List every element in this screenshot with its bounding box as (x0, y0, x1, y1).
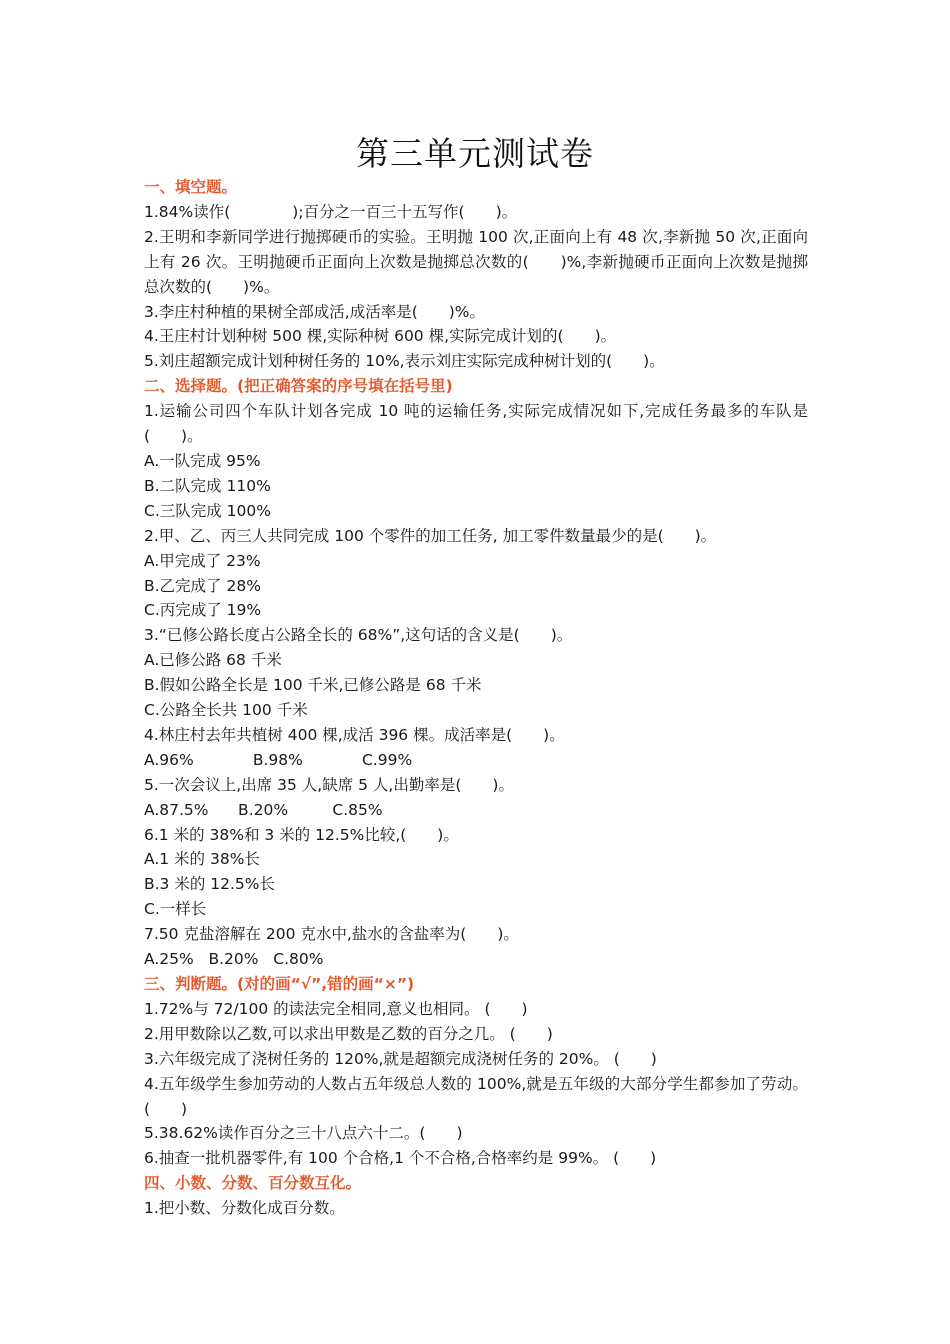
options-2-5: A.87.5% B.20% C.85% (144, 800, 383, 819)
option-2-2-a: A.甲完成了 23% (144, 551, 261, 570)
question-2-5: 5.一次会议上,出席 35 人,缺席 5 人,出勤率是( )。 (144, 775, 514, 794)
option-2-2-b: B.乙完成了 28% (144, 576, 261, 595)
question-3-4: 4.五年级学生参加劳动的人数占五年级总人数的 100%,就是五年级的大部分学生都参加了劳动。 ( ) (144, 1074, 808, 1118)
section-heading-conversion: 四、小数、分数、百分数互化。 (144, 1174, 362, 1193)
question-4-1: 1.把小数、分数化成百分数。 (144, 1199, 345, 1218)
question-1-3: 3.李庄村种植的果树全部成活,成活率是( )%。 (144, 302, 486, 321)
question-3-3: 3.六年级完成了浇树任务的 120%,就是超额完成浇树任务的 20%。 ( ) (144, 1049, 657, 1068)
option-2-1-a: A.一队完成 95% (144, 451, 261, 470)
section-heading-multiple-choice: 二、选择题。(把正确答案的序号填在括号里) (144, 377, 453, 396)
question-3-1: 1.72%与 72/100 的读法完全相同,意义也相同。 ( ) (144, 999, 528, 1018)
question-2-3: 3.“已修公路长度占公路全长的 68%”,这句话的含义是( )。 (144, 626, 573, 645)
question-2-7: 7.50 克盐溶解在 200 克水中,盐水的含盐率为( )。 (144, 925, 519, 944)
question-1-2: 2.王明和李新同学进行抛掷硬币的实验。王明抛 100 次,正面向上有 48 次,李新抛 50 次,正面向上有 26 次。王明抛硬币正面向上次数是抛掷总次数的( )%,李新抛硬币正面向上次数是抛掷总次数的( )%。 (144, 227, 808, 296)
worksheet-content (144, 175, 808, 1221)
question-1-1: 1.84%读作( );百分之一百三十五写作( )。 (144, 202, 518, 221)
section-heading-fill-in: 一、填空题。 (144, 178, 238, 196)
option-2-3-a: A.已修公路 68 千米 (144, 651, 282, 670)
option-2-3-c: C.公路全长共 100 千米 (144, 701, 308, 720)
question-1-5: 5.刘庄超额完成计划种树任务的 10%,表示刘庄实际完成种树计划的( )。 (144, 352, 665, 371)
option-2-6-c: C.一样长 (144, 900, 207, 919)
question-3-2: 2.用甲数除以乙数,可以求出甲数是乙数的百分之几。 ( ) (144, 1024, 553, 1043)
option-2-6-b: B.3 米的 12.5%长 (144, 875, 276, 894)
options-2-4: A.96% B.98% C.99% (144, 750, 413, 769)
question-2-6: 6.1 米的 38%和 3 米的 12.5%比较,( )。 (144, 825, 459, 844)
question-1-4: 4.王庄村计划种树 500 棵,实际种树 600 棵,实际完成计划的( )。 (144, 327, 617, 346)
option-2-2-c: C.丙完成了 19% (144, 601, 262, 620)
option-2-6-a: A.1 米的 38%长 (144, 850, 260, 869)
question-3-6: 6.抽查一批机器零件,有 100 个合格,1 个不合格,合格率约是 99%。 ( ) (144, 1149, 657, 1168)
option-2-1-b: B.二队完成 110% (144, 476, 271, 495)
option-2-3-b: B.假如公路全长是 100 千米,已修公路是 68 千米 (144, 676, 482, 695)
question-2-1: 1.运输公司四个车队计划各完成 10 吨的运输任务,实际完成情况如下,完成任务最多的车队是( )。 (144, 402, 808, 446)
question-2-2: 2.甲、乙、丙三人共同完成 100 个零件的加工任务, 加工零件数量最少的是( )。 (144, 526, 717, 545)
options-2-7: A.25% B.20% C.80% (144, 950, 324, 969)
page-title: 第三单元测试卷 (356, 134, 594, 173)
section-heading-true-false: 三、判断题。(对的画“√”,错的画“×”) (144, 975, 415, 993)
question-2-4: 4.林庄村去年共植树 400 棵,成活 396 棵。成活率是( )。 (144, 725, 565, 744)
option-2-1-c: C.三队完成 100% (144, 501, 271, 520)
question-3-5: 5.38.62%读作百分之三十八点六十二。( ) (144, 1124, 463, 1143)
